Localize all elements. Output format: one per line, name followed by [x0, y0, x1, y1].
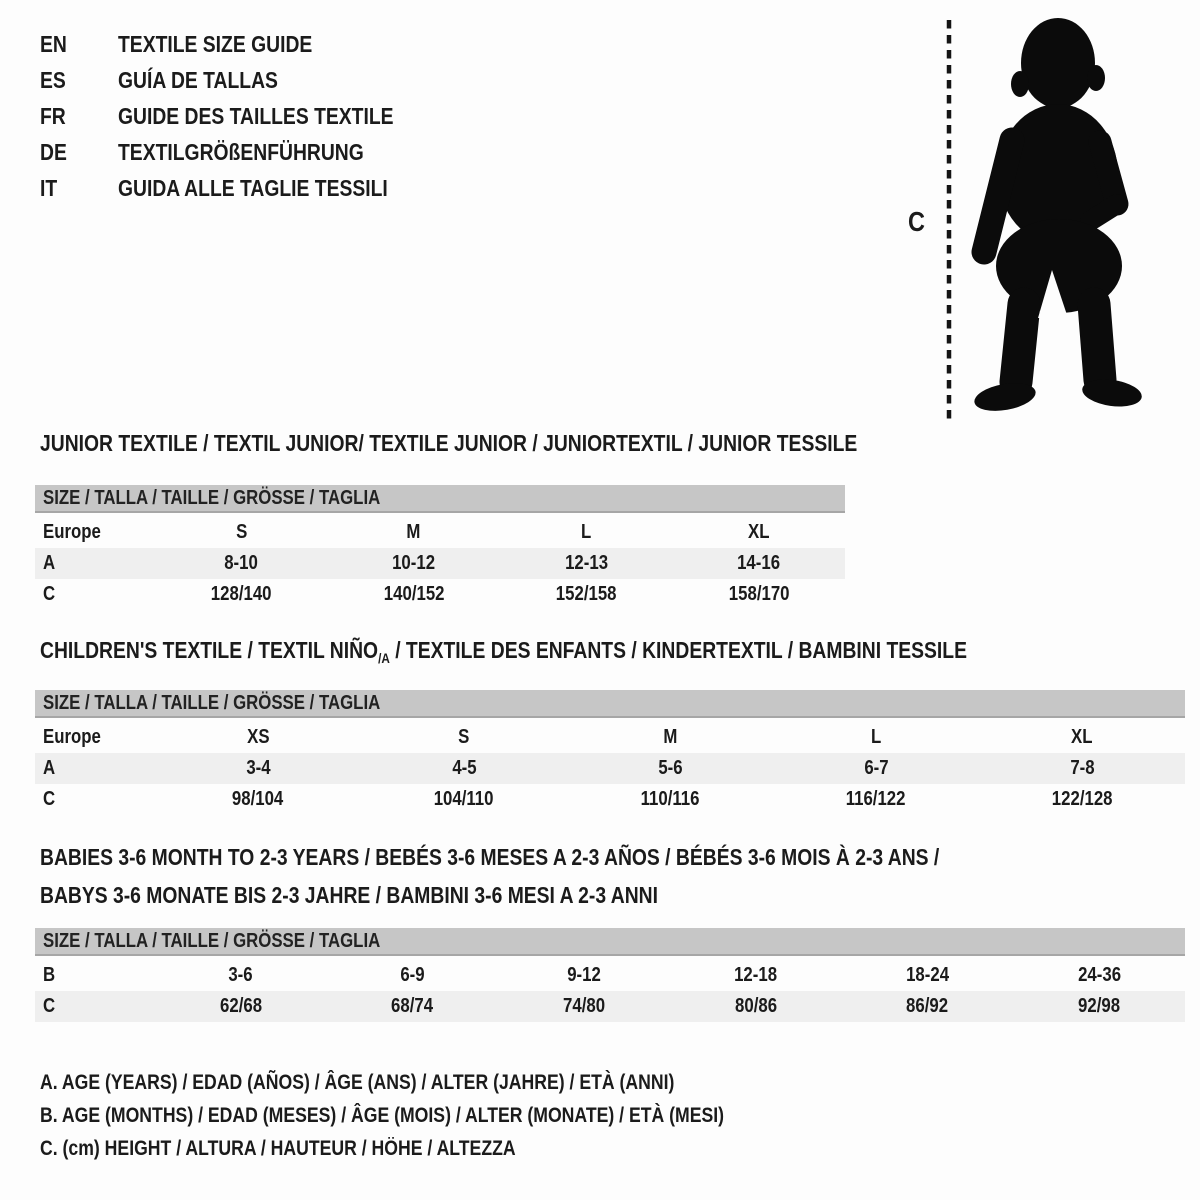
language-row — [40, 26, 446, 62]
height-cell: 128/140 — [210, 583, 272, 605]
toddler-silhouette-image — [960, 14, 1145, 419]
section-title-children: CHILDREN'S TEXTILE / TEXTIL $NIÑO_{/A}$ / TEXTILE DES ENFANTS / KINDERTEXTIL / BAMBINI TESSILE — [40, 637, 967, 666]
table-row-europe — [35, 722, 1185, 753]
table-row-age — [35, 548, 845, 579]
height-cell: 68/74 — [391, 995, 434, 1017]
children-size-table — [35, 690, 1185, 815]
height-cell: 80/86 — [734, 995, 777, 1017]
size-cell: L — [581, 521, 592, 543]
language-title: TEXTILE SIZE GUIDE — [118, 30, 313, 57]
table-row-age-months — [35, 960, 1185, 991]
row-label: C — [43, 583, 56, 605]
row-label: A — [43, 552, 56, 574]
height-cell: 98/104 — [232, 788, 284, 810]
height-cell: 116/122 — [846, 788, 906, 810]
age-cell: 14-16 — [737, 552, 781, 574]
table-row-europe — [35, 517, 845, 548]
language-row — [40, 62, 446, 98]
language-code: ES — [40, 66, 66, 93]
size-cell: S — [458, 726, 470, 748]
age-cell: 6-9 — [400, 964, 425, 986]
height-cell: 152/158 — [555, 583, 617, 605]
size-cell: XS — [246, 726, 270, 748]
age-cell: 3-6 — [228, 964, 253, 986]
junior-size-table — [35, 485, 845, 610]
age-cell: 6-7 — [863, 757, 889, 779]
language-title: GUIDE DES TAILLES TEXTILE — [118, 102, 394, 129]
age-cell: 12-13 — [564, 552, 608, 574]
height-cell: 62/68 — [219, 995, 262, 1017]
height-cell: 140/152 — [383, 583, 445, 605]
table-row-height — [35, 991, 1185, 1022]
table-row-height — [35, 579, 845, 610]
size-header-bar: SIZE / TALLA / TAILLE / GRÖSSE / TAGLIA — [35, 928, 1185, 956]
height-cell: 158/170 — [728, 583, 790, 605]
size-table — [35, 960, 1185, 1022]
row-label: Europe — [43, 521, 101, 543]
size-cell: M — [406, 521, 421, 543]
height-cell: 104/110 — [434, 788, 494, 810]
legend-line-a: A. AGE (YEARS) / EDAD (AÑOS) / ÂGE (ANS) / ALTER (JAHRE) / ETÀ (ANNI) — [40, 1071, 675, 1094]
language-title: GUIDA ALLE TAGLIE TESSILI — [118, 174, 388, 201]
size-cell: M — [662, 726, 677, 748]
height-measure-label: C — [908, 206, 925, 237]
legend — [40, 1066, 854, 1165]
height-cell: 110/116 — [640, 788, 700, 810]
table-row-height — [35, 784, 1185, 815]
language-title: TEXTILGRÖßENFÜHRUNG — [118, 138, 364, 165]
age-cell: 9-12 — [567, 964, 601, 986]
age-cell: 24-36 — [1077, 964, 1121, 986]
section-title-junior: JUNIOR TEXTILE / TEXTIL JUNIOR/ TEXTILE JUNIOR / JUNIORTEXTIL / JUNIOR TESSILE — [40, 430, 858, 456]
language-code: FR — [40, 102, 66, 129]
height-cell: 122/128 — [1051, 788, 1113, 810]
size-table — [35, 722, 1185, 815]
row-label: A — [43, 757, 56, 779]
age-cell: 18-24 — [905, 964, 949, 986]
row-label: C — [43, 788, 56, 810]
nino-a-subscript: /A — [378, 650, 390, 666]
age-cell: 8-10 — [224, 552, 259, 574]
size-header-bar: SIZE / TALLA / TAILLE / GRÖSSE / TAGLIA — [35, 690, 1185, 718]
size-header-bar: SIZE / TALLA / TAILLE / GRÖSSE / TAGLIA — [35, 485, 845, 513]
size-cell: XL — [748, 521, 770, 543]
age-cell: 5-6 — [657, 757, 683, 779]
legend-line-b: B. AGE (MONTHS) / EDAD (MESES) / ÂGE (MOIS) / ALTER (MONATE) / ETÀ (MESI) — [40, 1104, 725, 1127]
row-label: C — [43, 995, 56, 1017]
size-cell: XL — [1071, 726, 1093, 748]
age-cell: 10-12 — [392, 552, 436, 574]
height-cell: 74/80 — [563, 995, 606, 1017]
age-cell: 3-4 — [245, 757, 271, 779]
height-cell: 92/98 — [1078, 995, 1121, 1017]
age-cell: 7-8 — [1069, 757, 1095, 779]
language-code: IT — [40, 174, 58, 201]
language-title: GUÍA DE TALLAS — [118, 66, 278, 93]
language-row — [40, 134, 446, 170]
language-row — [40, 170, 446, 206]
age-cell: 4-5 — [451, 757, 477, 779]
size-cell: S — [235, 521, 247, 543]
babies-size-table — [35, 928, 1185, 1022]
legend-line-c: C. (cm) HEIGHT / ALTURA / HAUTEUR / HÖHE / ALTEZZA — [40, 1137, 516, 1160]
size-table — [35, 517, 845, 610]
language-code: DE — [40, 138, 67, 165]
height-cell: 86/92 — [906, 995, 949, 1017]
section-title-babies: BABIES 3-6 MONTH TO 2-3 YEARS / BEBÉS 3-6 MESES A 2-3 AÑOS / BÉBÉS 3-6 MOIS À 2-3 ANS / BABYS 3-6 MONATE BIS 2-3 JAHRE / BAMBINI 3-6 MESI A 2-3 ANNI — [40, 844, 940, 908]
language-header — [40, 26, 446, 206]
table-row-age — [35, 753, 1185, 784]
row-label: Europe — [43, 726, 101, 748]
age-cell: 12-18 — [734, 964, 778, 986]
language-code: EN — [40, 30, 67, 57]
size-cell: L — [870, 726, 882, 748]
height-measure-dashed-line — [946, 20, 952, 420]
language-row — [40, 98, 446, 134]
row-label: B — [43, 964, 56, 986]
